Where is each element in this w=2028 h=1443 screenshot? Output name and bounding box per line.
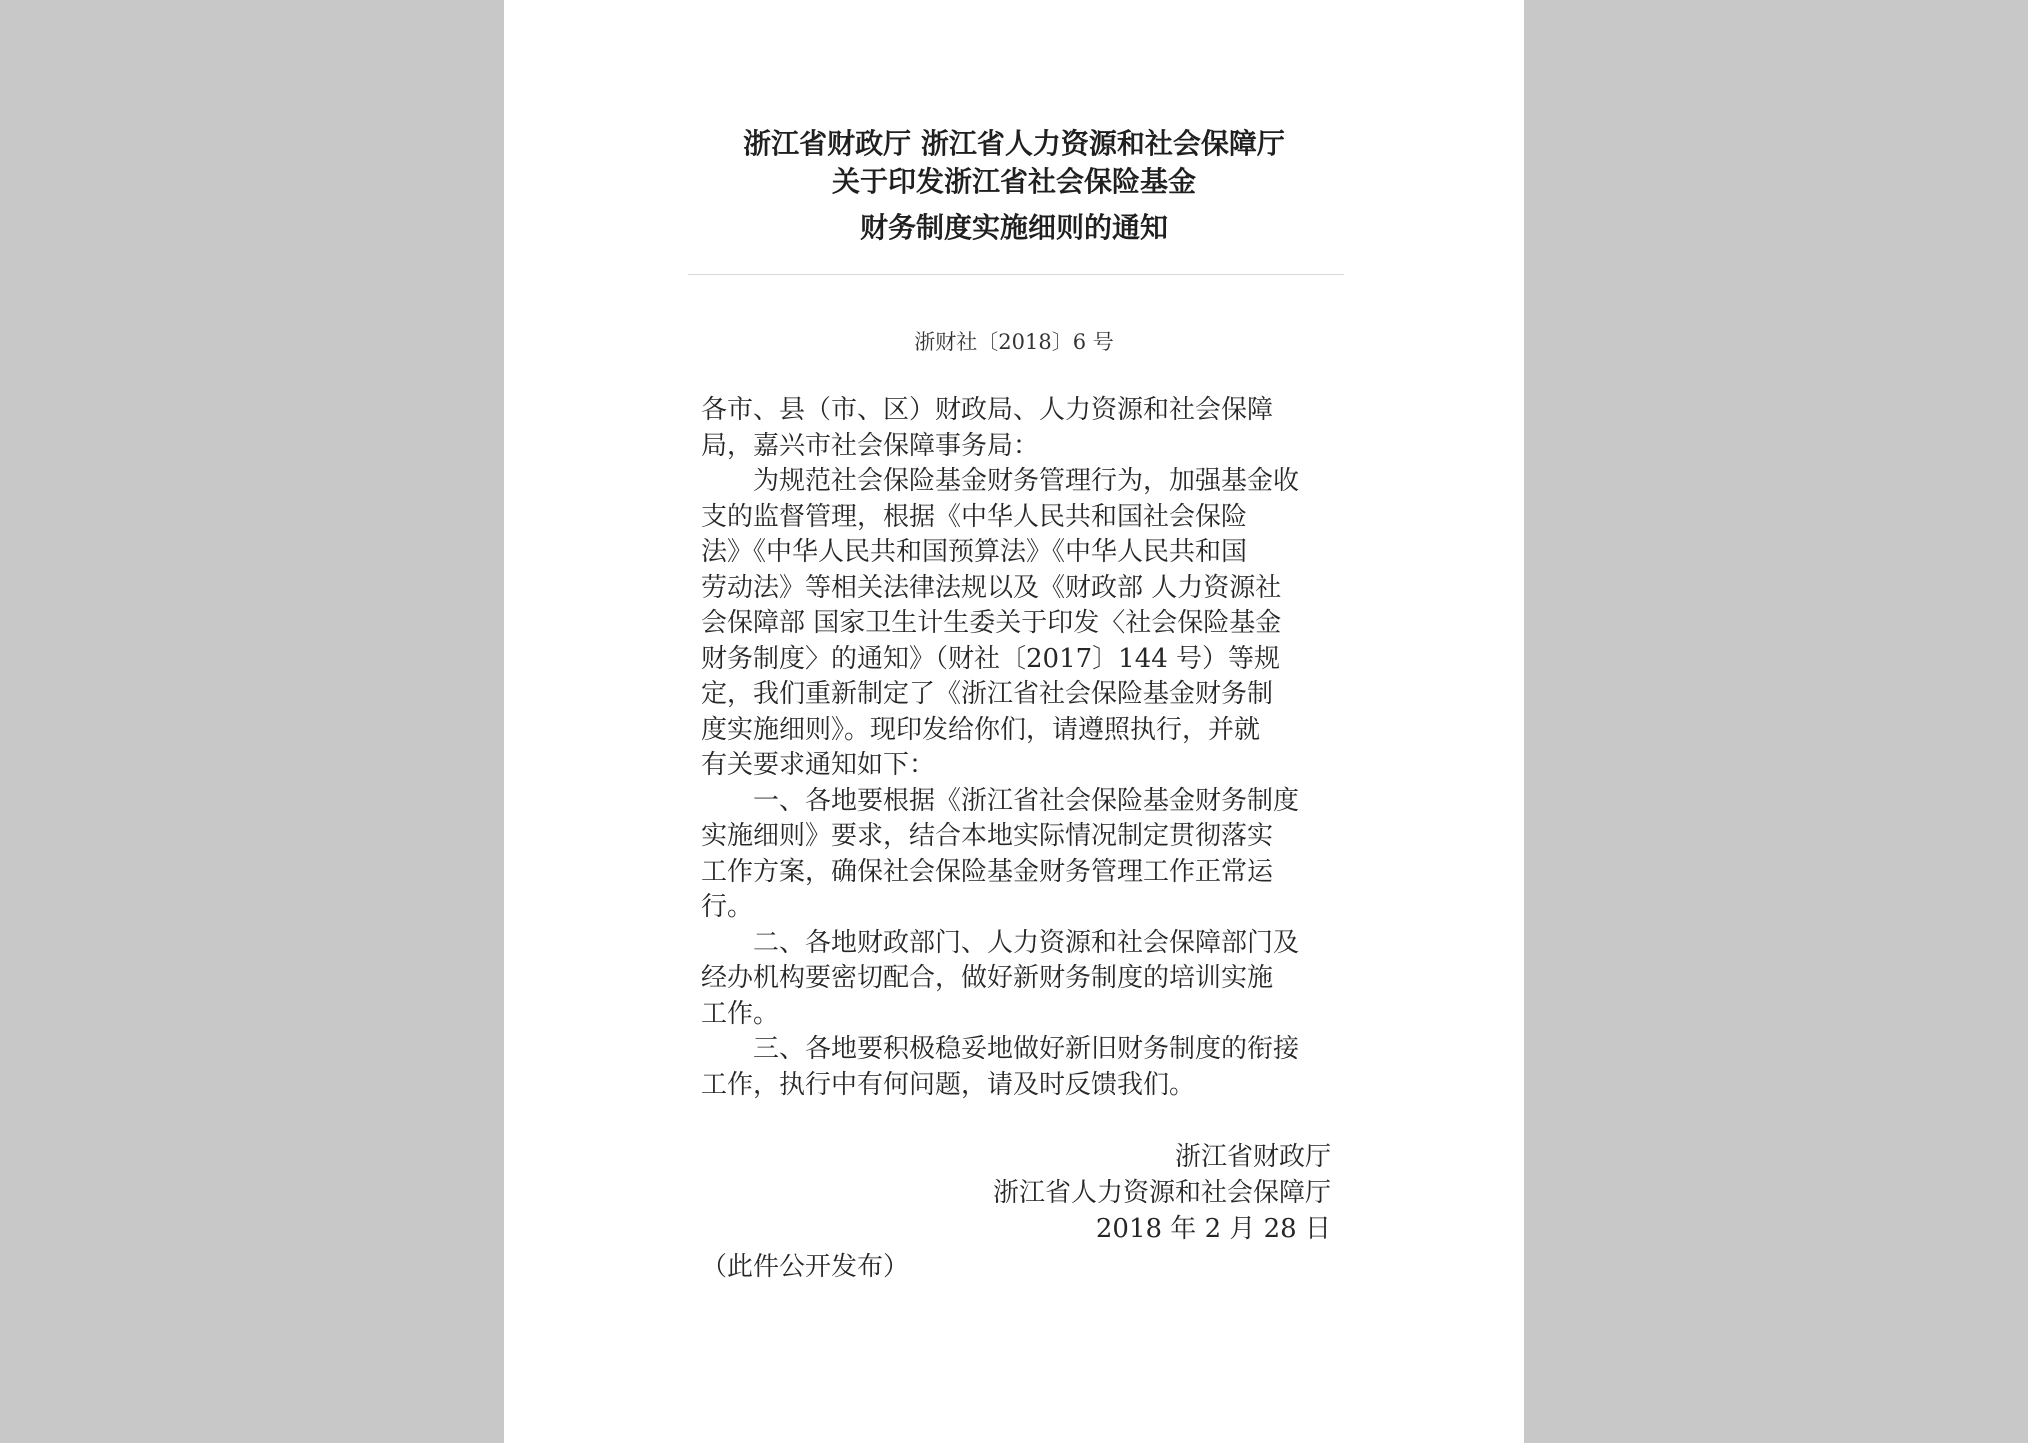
body-line: 劳动法》等相关法律法规以及《财政部 人力资源社 xyxy=(701,572,1282,603)
publication-note: （此件公开发布） xyxy=(701,1252,910,1282)
signature-org-2: 浙江省人力资源和社会保障厅 xyxy=(992,1178,1331,1208)
body-line: 各市、县（市、区）财政局、人力资源和社会保障 xyxy=(701,395,1274,425)
document-body xyxy=(701,393,1341,1103)
title-line-1: 浙江省财政厅 浙江省人力资源和社会保障厅 xyxy=(743,127,1285,160)
body-line: 局，嘉兴市社会保障事务局： xyxy=(701,430,1040,461)
body-line: 一、各地要根据《浙江省社会保险基金财务制度 xyxy=(753,785,1300,816)
body-line: 二、各地财政部门、人力资源和社会保障部门及 xyxy=(753,927,1300,958)
title-line-3: 财务制度实施细则的通知 xyxy=(859,211,1168,244)
title-divider xyxy=(688,274,1344,275)
body-line: 为规范社会保险基金财务管理行为，加强基金收 xyxy=(753,466,1300,496)
signature-block xyxy=(993,1139,1331,1247)
body-line: 工作，执行中有何问题，请及时反馈我们。 xyxy=(701,1069,1196,1100)
body-line: 法》《中华人民共和国预算法》《中华人民共和国 xyxy=(701,537,1248,567)
body-line: 工作方案，确保社会保险基金财务管理工作正常运 xyxy=(701,856,1274,887)
body-line: 行。 xyxy=(701,892,754,922)
body-line: 三、各地要积极稳妥地做好新旧财务制度的衔接 xyxy=(753,1034,1300,1064)
signature-org-1: 浙江省财政厅 xyxy=(1174,1142,1331,1172)
document-page xyxy=(504,0,1524,1443)
document-number: 浙财社〔2018〕6 号 xyxy=(914,330,1114,354)
body-line: 财务制度〉的通知》（财社〔2017〕144 号）等规 xyxy=(701,643,1281,674)
body-line: 定，我们重新制定了《浙江省社会保险基金财务制 xyxy=(701,679,1274,709)
body-line: 实施细则》要求，结合本地实际情况制定贯彻落实 xyxy=(701,821,1274,851)
body-line: 有关要求通知如下： xyxy=(701,750,936,780)
body-line: 工作。 xyxy=(701,998,780,1029)
body-line: 度实施细则》。现印发给你们，请遵照执行，并就 xyxy=(701,714,1261,745)
body-line: 支的监督管理，根据《中华人民共和国社会保险 xyxy=(701,501,1248,532)
title-line-2: 关于印发浙江省社会保险基金 xyxy=(831,165,1196,198)
body-line: 经办机构要密切配合，做好新财务制度的培训实施 xyxy=(701,963,1274,993)
body-line: 会保障部 国家卫生计生委关于印发〈社会保险基金 xyxy=(701,608,1282,638)
signature-date: 2018 年 2 月 28 日 xyxy=(1095,1214,1331,1244)
